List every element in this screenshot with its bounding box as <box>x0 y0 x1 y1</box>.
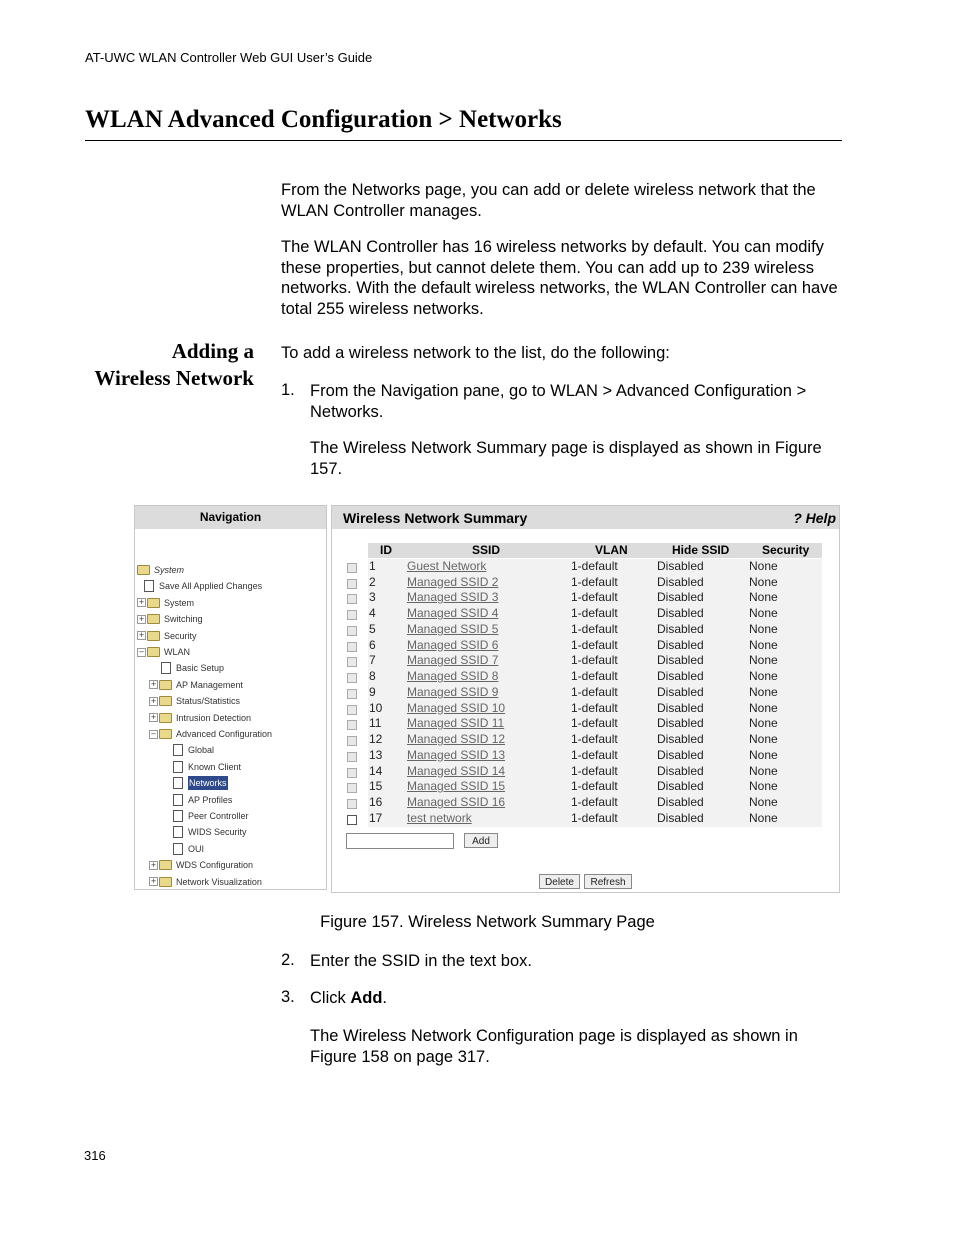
expand-icon[interactable]: + <box>138 614 145 623</box>
row-checkbox[interactable] <box>347 768 357 778</box>
cell-security: None <box>749 716 778 731</box>
folder-icon <box>159 713 172 723</box>
cell-id: 15 <box>369 779 383 794</box>
cell-id: 1 <box>369 559 376 573</box>
folder-icon <box>159 729 172 739</box>
nav-item-networks[interactable] <box>173 776 228 790</box>
step-1-result: The Wireless Network Summary page is displayed as shown in Figure 157. <box>310 439 822 478</box>
cell-hide-ssid: Disabled <box>657 559 704 573</box>
nav-item-switching[interactable] <box>137 612 203 626</box>
cell-vlan: 1-default <box>571 763 618 778</box>
nav-item-label: System <box>164 597 195 608</box>
nav-item-label: WLAN <box>164 647 191 657</box>
nav-item-ap-profiles[interactable] <box>173 793 232 807</box>
nav-item-label: AP Management <box>176 679 243 690</box>
subsection-heading-line1: Adding a <box>171 339 254 363</box>
row-checkbox[interactable] <box>347 642 357 652</box>
folder-icon <box>159 696 172 706</box>
cell-hide-ssid: Disabled <box>657 795 704 810</box>
step-3-number: 3. <box>281 988 295 1006</box>
cell-hide-ssid: Disabled <box>657 606 704 621</box>
cell-vlan: 1-default <box>571 795 618 810</box>
cell-security: None <box>749 590 778 605</box>
figure-caption: Figure 157. Wireless Network Summary Page <box>320 913 655 931</box>
row-checkbox[interactable] <box>347 657 357 667</box>
cell-security: None <box>749 669 778 684</box>
cell-hide-ssid: Disabled <box>657 684 704 699</box>
table-row <box>344 669 822 685</box>
nav-item-ap-management[interactable] <box>149 678 243 692</box>
cell-security: None <box>749 810 778 825</box>
cell-ssid-link[interactable]: Managed SSID 7 <box>407 653 499 668</box>
row-checkbox[interactable] <box>347 783 357 793</box>
nav-item-label: WDS Configuration <box>176 860 254 871</box>
nav-item-basic-setup[interactable] <box>161 661 224 675</box>
table-row <box>344 575 822 591</box>
cell-vlan: 1-default <box>571 574 618 589</box>
page-number: 316 <box>84 1148 106 1163</box>
cell-hide-ssid: Disabled <box>657 810 704 825</box>
page-icon <box>173 826 183 838</box>
expand-icon[interactable]: + <box>150 696 157 705</box>
row-checkbox[interactable] <box>347 626 357 636</box>
nav-item-label: System <box>154 565 185 575</box>
table-row <box>344 559 822 575</box>
summary-title: Wireless Network Summary <box>343 510 528 526</box>
row-checkbox[interactable] <box>347 752 357 762</box>
folder-icon <box>159 877 172 887</box>
column-header-ssid: SSID <box>472 543 501 557</box>
step-3-prefix: Click <box>310 989 351 1007</box>
nav-item-label: Advanced Configuration <box>176 729 273 739</box>
cell-security: None <box>749 653 778 668</box>
subsection-heading-line2: Wireless Network <box>94 366 254 390</box>
cell-vlan: 1-default <box>571 621 618 636</box>
cell-ssid-link[interactable]: test network <box>407 810 472 825</box>
page-icon <box>173 761 183 773</box>
nav-item-label: Save All Applied Changes <box>159 581 263 592</box>
nav-item-save-all-applied-changes[interactable] <box>144 579 262 593</box>
cell-id: 11 <box>369 716 382 731</box>
cell-ssid-link[interactable]: Managed SSID 16 <box>407 795 506 810</box>
row-checkbox[interactable] <box>347 720 357 730</box>
cell-security: None <box>749 606 778 621</box>
table-row <box>344 811 822 827</box>
nav-item-peer-controller[interactable] <box>173 809 249 823</box>
step-1-text: From the Navigation pane, go to WLAN > Advanced Configuration > Networks. <box>310 382 807 421</box>
nav-item-oui[interactable] <box>173 842 204 856</box>
navigation-pane <box>134 505 327 890</box>
cell-id: 7 <box>369 653 376 668</box>
folder-icon <box>159 860 172 870</box>
cell-vlan: 1-default <box>571 716 618 731</box>
cell-hide-ssid: Disabled <box>657 716 704 731</box>
page-icon <box>161 662 171 674</box>
cell-vlan: 1-default <box>571 590 618 605</box>
table-header <box>368 543 822 558</box>
cell-id: 4 <box>369 606 376 621</box>
nav-item-label: OUI <box>188 843 205 854</box>
nav-item-label: Peer Controller <box>188 811 249 821</box>
step-3-bold: Add <box>350 989 383 1007</box>
cell-security: None <box>749 684 778 699</box>
cell-ssid-link[interactable]: Managed SSID 12 <box>407 732 506 747</box>
cell-hide-ssid: Disabled <box>657 763 704 778</box>
cell-id: 8 <box>369 669 376 684</box>
nav-item-label: Intrusion Detection <box>176 712 252 723</box>
nav-item-label: AP Profiles <box>188 794 233 805</box>
expand-icon[interactable]: + <box>150 680 157 689</box>
nav-item-label: WIDS Security <box>188 827 247 838</box>
procedure-lead: To add a wireless network to the list, do the following: <box>281 344 670 362</box>
step-3-suffix: . <box>382 989 388 1007</box>
cell-ssid-link[interactable]: Managed SSID 9 <box>407 684 499 699</box>
nav-item-system[interactable] <box>137 563 184 577</box>
page-icon <box>173 843 183 855</box>
nav-item-wds-configuration[interactable] <box>149 858 253 872</box>
cell-ssid-link[interactable]: Managed SSID 10 <box>407 700 506 715</box>
row-checkbox[interactable] <box>347 815 357 825</box>
expand-icon[interactable]: + <box>138 631 145 640</box>
cell-vlan: 1-default <box>571 700 618 715</box>
nav-item-label: Known Client <box>188 761 242 772</box>
step-2-number: 2. <box>281 951 295 969</box>
ssid-input[interactable] <box>346 833 454 849</box>
cell-id: 2 <box>369 574 376 589</box>
nav-item-label: Global <box>188 745 215 756</box>
table-row <box>344 716 822 732</box>
cell-ssid-link[interactable]: Managed SSID 14 <box>407 763 506 778</box>
cell-ssid-link[interactable]: Managed SSID 6 <box>407 637 499 652</box>
expand-icon[interactable]: + <box>150 877 157 886</box>
cell-ssid-link[interactable]: Guest Network <box>407 559 487 573</box>
step-1-number: 1. <box>281 381 295 399</box>
column-header-hide-ssid: Hide SSID <box>672 543 730 557</box>
row-checkbox[interactable] <box>347 705 357 715</box>
cell-id: 16 <box>369 795 383 810</box>
cell-ssid-link[interactable]: Managed SSID 3 <box>407 590 499 605</box>
subsection-heading <box>94 338 254 392</box>
folder-icon <box>147 631 160 641</box>
collapse-icon[interactable]: − <box>150 729 157 738</box>
table-row <box>344 685 822 701</box>
column-header-vlan: VLAN <box>595 543 628 557</box>
cell-id: 5 <box>369 621 376 636</box>
cell-hide-ssid: Disabled <box>657 653 704 668</box>
cell-vlan: 1-default <box>571 747 618 762</box>
cell-security: None <box>749 621 778 636</box>
cell-vlan: 1-default <box>571 637 618 652</box>
nav-item-wids-security[interactable] <box>173 825 247 839</box>
table-row <box>344 653 822 669</box>
table-row <box>344 748 822 764</box>
cell-hide-ssid: Disabled <box>657 590 704 605</box>
row-checkbox[interactable] <box>347 799 357 809</box>
cell-security: None <box>749 763 778 778</box>
row-checkbox[interactable] <box>347 673 357 683</box>
cell-ssid-link[interactable]: Managed SSID 15 <box>407 779 506 794</box>
cell-ssid-link[interactable]: Managed SSID 8 <box>407 669 499 684</box>
step-3-text <box>310 988 840 1009</box>
cell-hide-ssid: Disabled <box>657 779 704 794</box>
row-checkbox[interactable] <box>347 689 357 699</box>
cell-security: None <box>749 732 778 747</box>
table-row <box>344 764 822 780</box>
nav-item-label: Security <box>164 630 197 641</box>
cell-id: 17 <box>369 810 383 825</box>
cell-vlan: 1-default <box>571 653 618 668</box>
page-icon <box>173 744 183 756</box>
expand-icon[interactable]: + <box>150 713 157 722</box>
cell-id: 12 <box>369 732 383 747</box>
table-row <box>344 779 822 795</box>
refresh-button[interactable]: Refresh <box>584 874 632 889</box>
cell-security: None <box>749 700 778 715</box>
cell-hide-ssid: Disabled <box>657 669 704 684</box>
table-row <box>344 732 822 748</box>
cell-hide-ssid: Disabled <box>657 747 704 762</box>
row-checkbox[interactable] <box>347 594 357 604</box>
delete-button[interactable]: Delete <box>539 874 580 889</box>
nav-item-security[interactable] <box>137 629 197 643</box>
wireless-network-summary-pane <box>331 505 840 893</box>
column-header-id: ID <box>380 543 392 557</box>
expand-icon[interactable]: + <box>150 860 157 869</box>
cell-hide-ssid: Disabled <box>657 700 704 715</box>
cell-ssid-link[interactable]: Managed SSID 4 <box>407 606 499 621</box>
cell-id: 6 <box>369 637 376 652</box>
nav-item-label: Network Visualization <box>176 876 262 887</box>
cell-ssid-link[interactable]: Managed SSID 13 <box>407 747 506 762</box>
table-row <box>344 638 822 654</box>
cell-security: None <box>749 574 778 589</box>
table-row <box>344 622 822 638</box>
nav-item-label: Networks <box>189 778 227 789</box>
folder-icon <box>137 565 150 575</box>
add-button[interactable]: Add <box>464 833 498 848</box>
cell-security: None <box>749 779 778 794</box>
step-2-text: Enter the SSID in the text box. <box>310 952 532 970</box>
nav-item-label: Status/Statistics <box>176 696 241 707</box>
nav-item-global[interactable] <box>173 743 214 757</box>
folder-icon <box>147 614 160 624</box>
nav-item-network-visualization[interactable] <box>149 875 262 889</box>
nav-item-intrusion-detection[interactable] <box>149 711 251 725</box>
cell-hide-ssid: Disabled <box>657 732 704 747</box>
row-checkbox[interactable] <box>347 579 357 589</box>
table-row <box>344 701 822 717</box>
row-checkbox[interactable] <box>347 610 357 620</box>
cell-ssid-link[interactable]: Managed SSID 11 <box>407 716 505 731</box>
table-row <box>344 590 822 606</box>
cell-hide-ssid: Disabled <box>657 621 704 636</box>
page-icon <box>144 580 154 592</box>
expand-icon[interactable]: + <box>138 598 145 607</box>
cell-id: 9 <box>369 684 376 699</box>
nav-item-advanced-configuration[interactable] <box>149 727 272 741</box>
nav-item-system[interactable] <box>137 596 194 610</box>
table-row <box>344 795 822 811</box>
help-link[interactable]: ? Help <box>793 510 836 526</box>
cell-vlan: 1-default <box>571 732 618 747</box>
nav-item-wlan[interactable] <box>137 645 190 659</box>
nav-item-known-client[interactable] <box>173 760 241 774</box>
summary-header <box>332 506 839 529</box>
row-checkbox[interactable] <box>347 563 357 573</box>
intro-paragraph-1: From the Networks page, you can add or delete wireless network that the WLAN Controller manages. <box>281 181 816 220</box>
cell-id: 3 <box>369 590 376 605</box>
row-checkbox[interactable] <box>347 736 357 746</box>
title-rule <box>85 140 842 141</box>
column-header-security: Security <box>762 543 810 557</box>
collapse-icon[interactable]: − <box>138 647 145 656</box>
cell-vlan: 1-default <box>571 684 618 699</box>
nav-item-status-statistics[interactable] <box>149 694 240 708</box>
cell-vlan: 1-default <box>571 669 618 684</box>
cell-security: None <box>749 795 778 810</box>
cell-security: None <box>749 559 778 573</box>
navigation-header: Navigation <box>135 506 326 529</box>
cell-id: 14 <box>369 763 383 778</box>
cell-ssid-link[interactable]: Managed SSID 5 <box>407 621 499 636</box>
page-icon <box>173 777 183 789</box>
step-3-result: The Wireless Network Configuration page is displayed as shown in Figure 158 on page 317. <box>310 1027 798 1066</box>
folder-icon <box>159 680 172 690</box>
nav-item-label: Switching <box>164 614 203 625</box>
cell-ssid-link[interactable]: Managed SSID 2 <box>407 574 499 589</box>
cell-vlan: 1-default <box>571 559 618 573</box>
table-row <box>344 606 822 622</box>
nav-item-label: Basic Setup <box>176 663 225 674</box>
page-icon <box>173 794 183 806</box>
cell-id: 13 <box>369 747 383 762</box>
running-header: AT-UWC WLAN Controller Web GUI User’s Guide <box>85 50 373 65</box>
folder-icon <box>147 598 160 608</box>
cell-security: None <box>749 747 778 762</box>
cell-hide-ssid: Disabled <box>657 574 704 589</box>
cell-hide-ssid: Disabled <box>657 637 704 652</box>
cell-security: None <box>749 637 778 652</box>
folder-icon <box>147 647 160 657</box>
cell-vlan: 1-default <box>571 606 618 621</box>
page-title: WLAN Advanced Configuration > Networks <box>85 106 562 133</box>
cell-vlan: 1-default <box>571 779 618 794</box>
page-icon <box>173 810 183 822</box>
cell-id: 10 <box>369 700 383 715</box>
cell-vlan: 1-default <box>571 810 618 825</box>
intro-paragraph-2: The WLAN Controller has 16 wireless networks by default. You can modify these properties, but cannot delete them. You can add up to 239 wireless networks. With the default wireless networks, the WLAN Controller can have total 255 wireless networks. <box>281 238 838 318</box>
